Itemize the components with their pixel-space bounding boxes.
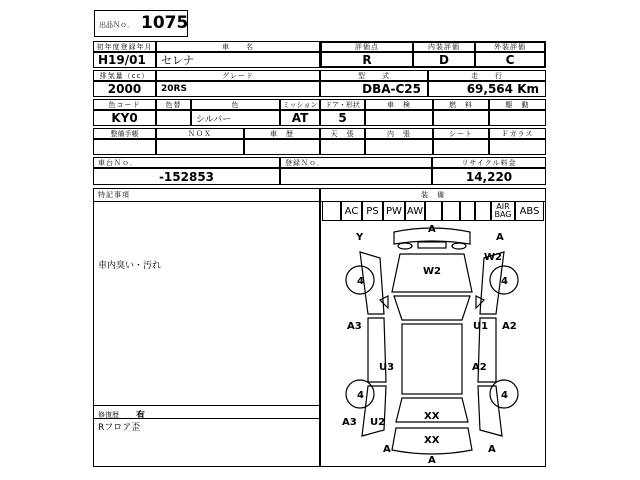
color-change-label: 色替: [156, 99, 191, 110]
equip-ps: PS: [362, 201, 383, 221]
lot-number-value: 1075: [141, 13, 189, 33]
equip-pw: PW: [383, 201, 405, 221]
headlight-left-outline: [398, 243, 412, 249]
mark-w2-right: W2: [484, 252, 502, 263]
equip-airbag: AIR BAG: [491, 201, 515, 221]
doors-value: 5: [320, 110, 365, 126]
lot-number-label: 出品Ｎｏ．: [99, 21, 134, 29]
mark-u2-bottom: U2: [370, 417, 386, 428]
year-value: H19/01: [93, 52, 156, 68]
mark-u1-right: U1: [473, 321, 489, 332]
headliner-label: 天 張: [320, 128, 365, 139]
displacement-label: 排気量（cc）: [93, 70, 156, 81]
mark-tire-fl: 4: [357, 276, 364, 287]
exterior-grade-label: 外装評価: [475, 41, 546, 52]
equip-aw: AW: [405, 201, 425, 221]
interior-grade-label: 内装評価: [413, 41, 475, 52]
mark-tire-fr: 4: [501, 276, 508, 287]
car-history-label: 車 歴: [244, 128, 320, 139]
year-label: 初年度登録年月: [93, 41, 156, 52]
grille-outline: [418, 242, 446, 248]
model-value: DBA-C25: [320, 81, 428, 97]
registration-number-label: 登録Ｎｏ．: [280, 157, 432, 168]
exterior-grade-value: C: [475, 52, 546, 68]
front-glass-label: Ｆガラス: [489, 128, 546, 139]
notes-section: [93, 188, 320, 467]
car-name-value: セレナ: [156, 52, 320, 68]
color-code-value: KY0: [93, 110, 156, 126]
notes-divider: [94, 201, 319, 202]
mark-a2-right: A2: [502, 321, 517, 332]
mark-a3-bottom: A3: [342, 417, 357, 428]
color-value: シルバー: [191, 110, 280, 126]
seat-label: シート: [433, 128, 489, 139]
equipment-label: 装 備: [421, 191, 445, 199]
headliner-value: [320, 139, 365, 155]
mark-w2-hood: W2: [423, 266, 441, 277]
score-label: 評価点: [320, 41, 413, 52]
roof-outline: [402, 324, 462, 394]
mark-a-right: A: [496, 232, 504, 243]
repair-divider: [94, 405, 319, 406]
grade-value: 20RS: [156, 81, 320, 97]
color-change-value: [156, 110, 191, 126]
color-code-label: 色コード: [93, 99, 156, 110]
car-history-value: [244, 139, 320, 155]
score-value: R: [320, 52, 413, 68]
registration-number-value: [280, 168, 432, 185]
doors-label: ドア・形状: [320, 99, 365, 110]
inspection-value: [365, 110, 433, 126]
chassis-number-label: 車台Ｎｏ．: [93, 157, 280, 168]
lot-number-box: [94, 10, 188, 37]
equip-slot-8: [475, 201, 491, 221]
equip-ac: AC: [341, 201, 362, 221]
front-glass-value: [489, 139, 546, 155]
equip-slot-0: [322, 201, 341, 221]
repair-note-divider: [94, 418, 319, 419]
model-label: 型 式: [320, 70, 428, 81]
mark-xx-bottom: XX: [424, 435, 440, 446]
fuel-label: 燃 料: [433, 99, 489, 110]
equip-slot-5: [425, 201, 442, 221]
inner-lining-label: 内 張: [365, 128, 433, 139]
maintenance-book-value: [93, 139, 156, 155]
drive-value: [489, 110, 546, 126]
fuel-value: [433, 110, 489, 126]
mark-u3-center: U3: [379, 362, 395, 373]
mark-xx-rear: XX: [424, 411, 440, 422]
maintenance-book-label: 整備手帳: [93, 128, 156, 139]
mark-tire-rl: 4: [357, 390, 364, 401]
nox-value: [156, 139, 244, 155]
drive-label: 駆 動: [489, 99, 546, 110]
windshield-outline: [394, 296, 470, 320]
mark-a-bottom-center: A: [428, 455, 436, 466]
mission-value: AT: [280, 110, 320, 126]
car-name-label: 車 名: [156, 41, 320, 52]
repair-note: Rフロア歪: [98, 423, 141, 433]
notes-label: 特記事項: [98, 191, 130, 199]
mark-a-bottom-left: A: [383, 444, 391, 455]
mark-tire-rr: 4: [501, 390, 508, 401]
headlight-right-outline: [452, 243, 466, 249]
color-label: 色: [191, 99, 280, 110]
equip-abs: ABS: [515, 201, 544, 221]
mileage-value: 69,564 Km: [428, 81, 546, 97]
mark-a3-left: A3: [347, 321, 362, 332]
inner-lining-value: [365, 139, 433, 155]
mileage-label: 走 行: [428, 70, 546, 81]
notes-line: 車内臭い・汚れ: [98, 261, 162, 271]
grade-label: グレード: [156, 70, 320, 81]
equip-slot-6: [442, 201, 460, 221]
mark-y-left: Y: [356, 232, 364, 243]
recycle-fee-value: 14,220: [432, 168, 546, 185]
car-damage-diagram: [322, 222, 544, 466]
equip-slot-7: [460, 201, 475, 221]
recycle-fee-label: リサイクル料金: [432, 157, 546, 168]
interior-grade-value: D: [413, 52, 475, 68]
seat-value: [433, 139, 489, 155]
mission-label: ミッション: [280, 99, 320, 110]
chassis-number-value: -152853: [93, 168, 280, 185]
repair-history-value: 有: [136, 411, 146, 421]
inspection-label: 車 検: [365, 99, 433, 110]
nox-label: ＮＯＸ: [156, 128, 244, 139]
repair-history-label: 修復歴: [98, 411, 119, 419]
displacement-value: 2000: [93, 81, 156, 97]
mark-a-bottom-right: A: [488, 444, 496, 455]
mark-a2-center: A2: [472, 362, 487, 373]
mark-front-top: A: [428, 224, 436, 235]
